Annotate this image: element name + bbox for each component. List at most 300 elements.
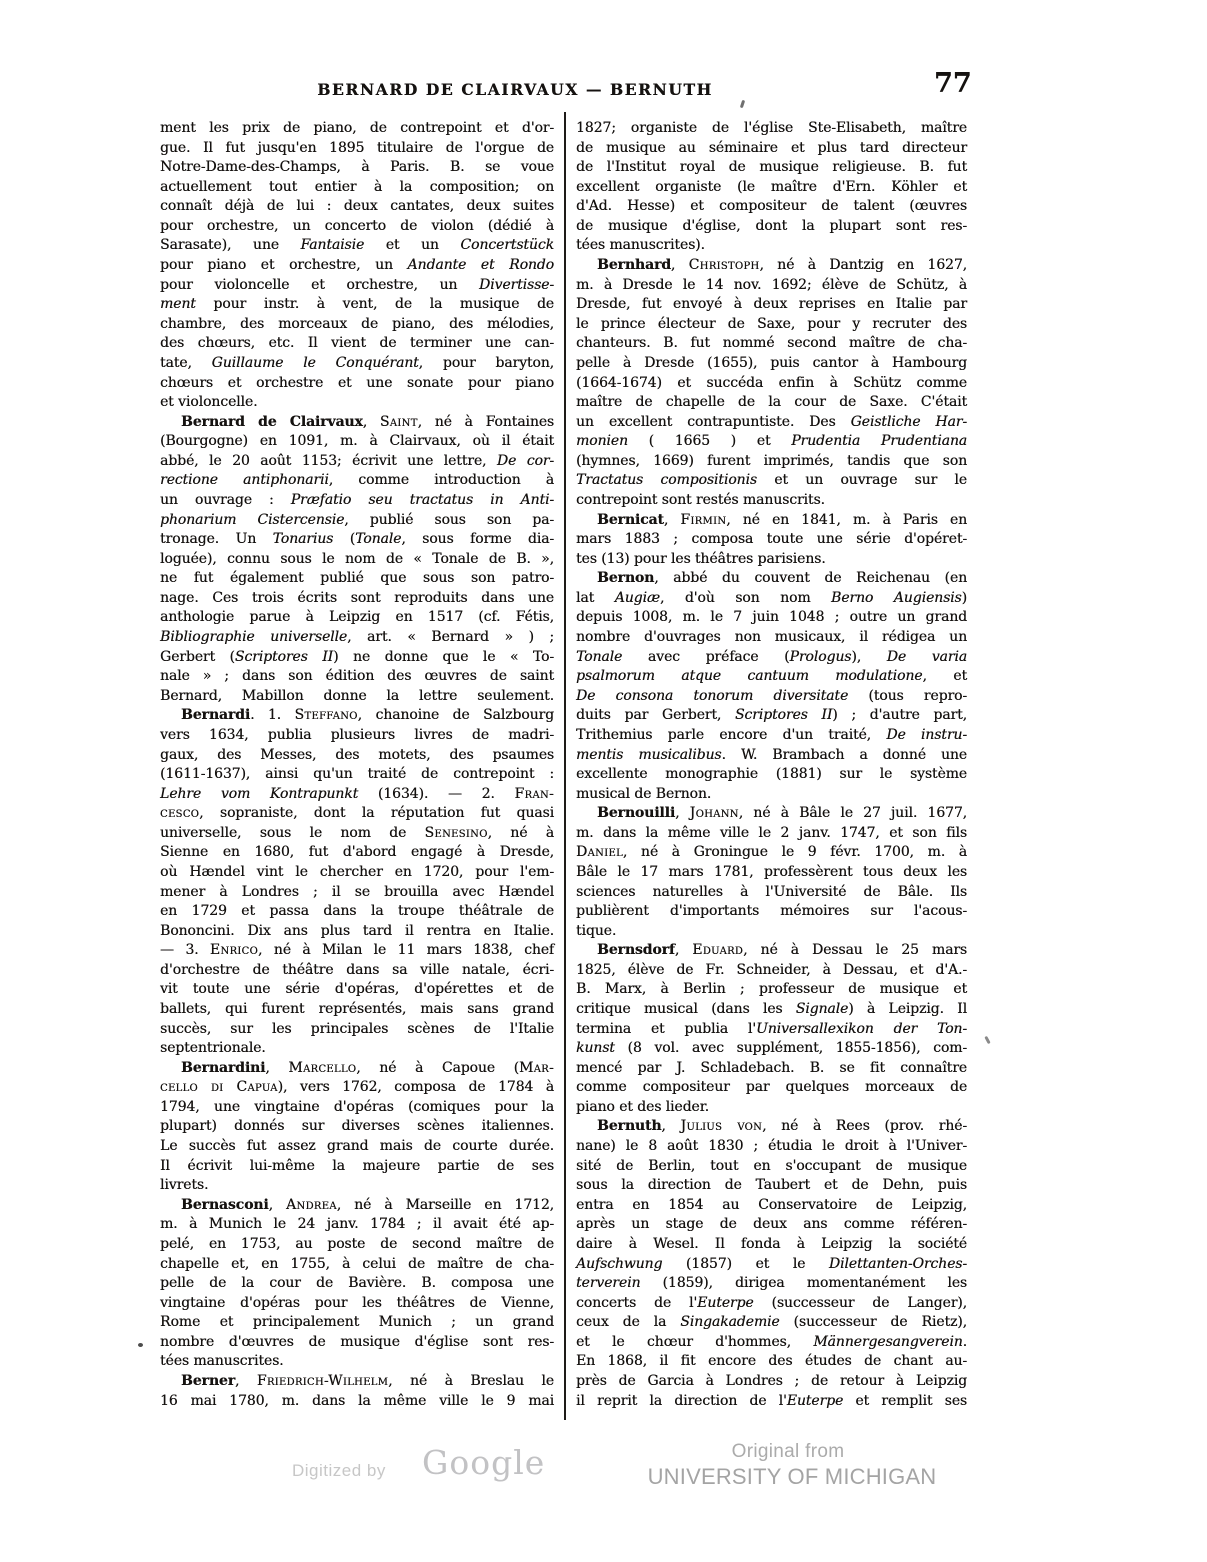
text-run: le prince électeur de Saxe, pour y recruter des [576,315,967,332]
work-title: kunst [576,1040,615,1057]
text-line [576,863,967,883]
person-name: Johann [689,805,739,822]
text-line [576,883,967,903]
text-line [576,256,967,276]
text-run: , pour baryton, [418,354,554,371]
text-run: Bononcini. Dix ans plus tard il rentra en Italie. [160,922,554,939]
text-run: connaît déjà de lui : deux cantates, deux suites [160,198,554,215]
text-line [576,569,967,589]
text-line [576,1196,967,1216]
text-line [576,1137,967,1157]
entry-headword: Bernhard [597,257,671,274]
text-line [160,608,554,628]
text-run: sité de Berlin, tout en s'occupant de musique [576,1157,967,1174]
text-line [160,432,554,452]
text-line [576,530,967,550]
text-line [160,1313,554,1333]
text-line [160,295,554,315]
text-line [160,726,554,746]
entry-headword: Bernard de Clairvaux [181,413,363,430]
text-run: (Bourgogne) en 1091, m. à Clairvaux, où il était [160,433,554,450]
work-title: mentis musicalibus [576,746,722,763]
text-line [160,589,554,609]
text-line [576,1117,967,1137]
page-number: 77 [934,68,972,99]
text-run: Sarasate), une [160,237,301,254]
text-line [576,276,967,296]
text-run: , art. « Bernard » ) ; [347,629,554,646]
text-run: , chanoine de Salzbourg [357,707,554,724]
text-line [576,1313,967,1333]
person-name: Fran- [514,785,554,802]
text-run: (1611-1637), ainsi qu'un traité de contrepoint : [160,766,554,783]
text-run: ) à Leipzig. Il [848,1001,967,1018]
text-line [160,1274,554,1294]
text-line [576,334,967,354]
text-run: de musique au séminaire et plus tard directeur [576,139,967,156]
work-title: terverein [576,1275,641,1292]
text-run: d'orchestre de théâtre dans sa ville natale, écri- [160,961,554,978]
text-line [160,1333,554,1353]
text-run: B. Marx, à Berlin ; professeur de musique et [576,981,967,998]
person-name: Saint [379,413,418,430]
text-run: universelle, sous le nom de [160,824,425,841]
text-line [576,628,967,648]
text-run: et remplit ses [843,1392,967,1409]
text-run: m. dans la même ville le 2 janv. 1747, et son fils [576,824,967,841]
text-line [576,295,967,315]
text-run: abbé, le 20 août 1153; écrivit une lettre, [160,452,497,469]
text-run: gaux, des Messes, des motets, des psaumes [160,746,554,763]
text-run: . [962,1333,967,1350]
work-title: Prudentia Prudentiana [791,433,967,450]
text-run: après un stage de deux ans comme référen- [576,1216,967,1233]
text-run: Sienne en 1680, fut d'abord engagé à Dresde, [160,844,554,861]
text-run: maître de chapelle de la cour de Saxe. C'était [576,394,967,411]
text-run: tronage. Un [160,531,273,548]
work-title: Universallexikon der Ton- [756,1020,967,1037]
text-run: ballets, qui furent représentés, mais sans grand [160,1001,554,1018]
text-line [576,961,967,981]
text-run: , [268,1196,287,1213]
text-line [160,139,554,159]
text-line [160,413,554,433]
text-run: , né à Rees (prov. rhé- [762,1118,967,1135]
running-head: BERNARD DE CLAIRVAUX — BERNUTH [317,80,713,99]
text-line [576,1039,967,1059]
work-title: Scriptores II [734,707,833,724]
text-line [576,413,967,433]
person-name: Friedrich-Wilhelm [256,1373,389,1389]
text-line [576,726,967,746]
entry-headword: Bernon [597,570,655,587]
work-title: Geistliche Har- [850,413,967,430]
text-line [576,824,967,844]
text-line [576,158,967,178]
text-run: Bernard, Mabillon donne la lettre seulement. [160,687,554,704]
person-name: Mar- [518,1059,554,1076]
text-run: 1794, une vingtaine d'opéras (comiques pour la [160,1098,554,1115]
text-line [160,1157,554,1177]
text-line [160,1117,554,1137]
scan-artifact [740,100,745,109]
work-title: Bibliographie universelle [160,629,348,646]
text-run: 1825, élève de Fr. Schneider, à Dessau, et d'A.- [576,961,967,978]
work-title: Signale [795,1001,849,1018]
text-run: , né à Breslau le [388,1373,554,1389]
text-run: succès, sur les principales scènes de l'Italie [160,1020,554,1037]
text-line [576,687,967,707]
text-run: nombre d'ouvrages non musicaux, il rédigea un [576,629,967,646]
text-run: Il écrivit lui-même la majeure partie de ses [160,1157,554,1174]
text-line [160,393,554,413]
text-line [160,980,554,1000]
text-line [160,1078,554,1098]
text-line [160,550,554,570]
text-run: tique. [576,922,617,939]
text-run: m. à Dresde le 14 nov. 1692; élève de Schütz, à [576,276,967,293]
text-run: où Hændel vint le chercher en 1720, pour l'em- [160,863,554,880]
text-run: (1664-1674) et succéda enfin à Schütz comme [576,374,967,391]
text-run: , comme introduction à [328,472,554,489]
text-line [160,197,554,217]
person-name: cesco [160,805,200,822]
text-line [160,217,554,237]
text-run: , né à Bâle le 27 juil. 1677, [738,805,967,822]
text-run: comme compositeur par quelques morceaux de [576,1079,967,1096]
google-logo-watermark: Google [422,1443,546,1482]
text-run: et le chœur d'hommes, [576,1333,814,1350]
text-run: gue. Il fut jusqu'en 1895 titulaire de l'orgue de [160,139,554,156]
text-line [160,804,554,824]
text-run: 16 mai 1780, m. dans la même ville le 9 mai [160,1392,554,1409]
text-line [160,256,554,276]
text-line [160,471,554,491]
text-run: des chœurs, etc. Il vient de terminer une can- [160,335,554,352]
text-line [160,961,554,981]
text-line [576,589,967,609]
text-run: vers 1634, publia plusieurs livres de madri- [160,726,554,743]
text-run: près de Garcia à Londres ; de retour à Leipzig [576,1373,967,1389]
text-run: , né à Fontaines [417,413,554,430]
text-line [576,648,967,668]
text-run: Dresde, fut envoyé à deux reprises en Italie par [576,296,967,313]
work-title: Tonale [576,648,623,665]
text-line [160,1235,554,1255]
text-line [160,628,554,648]
text-run: Trithemius parle encore d'un traité, [576,726,887,743]
text-line [576,236,967,256]
person-name: Enrico [209,942,259,959]
text-line [576,1333,967,1353]
text-line [576,374,967,394]
text-run: Notre-Dame-des-Champs, à Paris. B. se voue [160,159,554,176]
entry-headword: Bernardini [181,1059,266,1076]
text-run: ceux de la [576,1314,681,1331]
entry-headword: Bernsdorf [597,942,675,959]
text-line [576,471,967,491]
text-line [160,491,554,511]
text-line [160,1000,554,1020]
work-title: De instru- [886,726,967,743]
text-line [160,765,554,785]
work-title: Tonarius [272,531,334,548]
text-run: Gerbert ( [160,648,235,665]
text-line [576,139,967,159]
text-run: , [674,942,693,959]
text-run: . W. Brambach a donné une [721,746,967,763]
work-title: De cor- [496,452,555,469]
text-run: livrets. [160,1177,209,1194]
person-name: Senesino [424,824,488,841]
text-run: ment les prix de piano, de contrepoint et d'or- [160,120,554,136]
text-line [576,1215,967,1235]
text-run: , né à Capoue ( [356,1059,519,1076]
text-line [160,1215,554,1235]
text-run: daire à Wesel. Il fonda à Leipzig la société [576,1235,967,1252]
text-run: actuellement tout entier à la composition; on [160,178,554,195]
text-run: vingtaine d'opéras pour les théâtres de Vienne, [160,1294,554,1311]
person-name: Marcello [288,1059,357,1076]
text-line [576,119,967,139]
text-line [576,1294,967,1314]
scan-artifact [984,1036,990,1044]
text-run: , [234,1373,257,1389]
text-line [160,648,554,668]
text-line [160,706,554,726]
text-run: anthologie parue à Leipzig en 1517 (cf. Fétis, [160,609,554,626]
entry-headword: Bernouilli [597,805,676,822]
text-run: , né à Groningue le 9 févr. 1700, m. à [622,844,967,861]
text-run: et un ouvrage sur le [756,472,967,489]
text-line [576,1078,967,1098]
text-run: ) ne donne que le « To- [333,648,554,665]
text-run: pelle de la cour de Bavière. B. composa une [160,1275,554,1292]
text-run: (8 vol. avec supplément, 1855-1856), com- [614,1040,967,1057]
work-title: Aufschwung [576,1255,663,1272]
text-line [160,452,554,472]
text-run: ( [333,531,356,548]
text-run: Bâle le 17 mars 1781, professèrent tous deux les [576,863,967,880]
text-run: et un [364,237,461,254]
text-line [576,765,967,785]
text-line [576,1157,967,1177]
digitized-by-watermark: Digitized by [292,1461,386,1480]
left-text-column [160,119,554,1411]
text-run: nane) le 8 août 1830 ; étudia le droit à l'Univer- [576,1138,967,1155]
entry-headword: Bernasconi [181,1196,269,1213]
text-run: sciences naturelles à l'Université de Bâle. Ils [576,883,967,900]
work-title: Scriptores II [234,648,334,665]
work-title: Augiæ [614,589,660,606]
text-line [160,922,554,942]
text-run: (successeur de Rietz), [779,1314,967,1331]
text-run: excellente monographie (1881) sur le système [576,766,967,783]
person-name: Steffano [294,707,358,724]
text-line [576,178,967,198]
text-run: , d'où son nom [659,589,832,606]
text-run: En 1868, il fit encore des études de chant au- [576,1353,967,1370]
work-title: phonarium Cistercensie [160,511,345,528]
text-line [576,746,967,766]
text-run: depuis 1008, m. le 7 juin 1048 ; outre un grand [576,609,967,626]
text-run: pour orchestre, un concerto de violon (dédié à [160,217,554,234]
text-line [160,1039,554,1059]
text-run: sous la direction de Taubert et de Dehn, puis [576,1177,967,1194]
text-line [160,667,554,687]
text-run: 1827; organiste de l'église Ste-Elisabeth, maître [576,120,967,136]
text-run: chapelle et, en 1755, à celui de maître de cha- [160,1255,554,1272]
entry-headword: Bernuth [597,1118,662,1135]
text-line [160,315,554,335]
text-line [576,1059,967,1079]
text-line [160,883,554,903]
work-title: Dilettanten-Orches- [828,1255,967,1272]
text-run: en 1729 et passa dans la troupe théâtrale de [160,903,554,920]
text-run: ), vers 1762, composa de 1784 à [277,1079,554,1096]
person-name: Daniel [576,844,623,861]
work-title: Concertstück [460,237,554,254]
work-title: Euterpe [786,1392,844,1409]
text-line [576,980,967,1000]
text-line [160,1392,554,1412]
text-line [576,1372,967,1392]
text-line [576,1352,967,1372]
text-line [160,236,554,256]
text-line [160,1059,554,1079]
text-run: termina et publia l' [576,1020,756,1037]
text-line [576,197,967,217]
text-line [160,276,554,296]
work-title: Guillaume le Conquérant [211,354,419,371]
text-line [576,217,967,237]
text-run: piano et des lieder. [576,1098,710,1115]
text-line [160,158,554,178]
text-run: . 1. [250,707,295,724]
text-run: , né à Marseille en 1712, [336,1196,555,1213]
text-run: ), [851,648,887,665]
entry-headword: Bernardi [181,707,251,724]
text-run: contrepoint sont restés manuscrits. [576,491,825,508]
person-name: Julius von [680,1118,763,1135]
text-run: Le succès fut assez grand mais de courte durée. [160,1138,554,1155]
work-title: Berno Augiensis [831,589,962,606]
text-run: vit toute une série d'opéras, d'opérettes et de [160,981,554,998]
text-run: , sous forme dia- [401,531,555,548]
text-line [160,941,554,961]
text-run: de musique d'église, dont la plupart sont res- [576,217,967,234]
text-run: duits par Gerbert, [576,707,735,724]
text-run: — 3. [160,942,210,959]
text-line [576,511,967,531]
work-title: Singakademie [680,1314,780,1331]
text-run: entra en 1854 au Conservatoire de Leipzig, [576,1196,967,1213]
work-title: Tractatus compositionis [576,472,757,489]
text-run: , [362,413,380,430]
text-line [160,1372,554,1392]
text-line [576,1274,967,1294]
text-run: chœurs et orchestre et une sonate pour piano [160,374,554,391]
text-run: , né à Dantzig en 1627, [759,257,968,274]
text-line [160,1196,554,1216]
text-run: nombre d'œuvres de musique d'église sont res- [160,1333,554,1350]
text-run: de l'Institut royal de musique religieuse. B. fut [576,159,967,176]
text-line [160,334,554,354]
person-name: Eduard [692,942,744,959]
person-name: Christoph [688,257,760,274]
text-line [576,1176,967,1196]
text-run: tées manuscrites). [576,237,705,254]
text-line [160,178,554,198]
text-line [576,667,967,687]
text-line [576,550,967,570]
text-run: , né à Dessau le 25 mars [743,942,967,959]
text-line [576,452,967,472]
scan-artifact [138,1343,143,1347]
work-title: De varia [886,648,968,665]
text-line [576,608,967,628]
text-line [160,354,554,374]
text-run: m. à Munich le 24 janv. 1784 ; il avait été ap- [160,1216,554,1233]
text-run: , né à [487,824,554,841]
text-run: , [265,1059,289,1076]
text-run: pour violoncelle et orchestre, un [160,276,480,293]
text-run: (tous repro- [848,687,967,704]
text-line [576,354,967,374]
work-title: Divertisse- [479,276,554,293]
work-title: Andante et Rondo [407,257,555,274]
text-run: musical de Bernon. [576,785,712,802]
text-run: excellent organiste (le maître d'Ern. Köhler et [576,178,967,195]
text-run: d'Ad. Hesse) et compositeur de talent (œuvres [576,198,967,215]
text-line [160,374,554,394]
text-run: , [661,1118,681,1135]
text-run: mener à Londres ; il se brouilla avec Hændel [160,883,554,900]
text-run: , abbé du couvent de Reichenau (en [654,570,967,587]
work-title: Männergesangverein [813,1333,963,1350]
entry-headword: Berner [181,1373,235,1389]
work-title: rectione antiphonarii [160,472,329,489]
text-run: , sopraniste, dont la réputation fut quasi [199,805,554,822]
text-line [576,785,967,805]
work-title: Lehre vom Kontrapunkt [160,785,359,802]
work-title: ment [160,296,196,313]
text-line [160,1098,554,1118]
text-line [576,706,967,726]
text-run: , [670,257,689,274]
text-run: il reprit la direction de l' [576,1392,787,1409]
person-name: Firmin [680,511,727,528]
text-line [576,843,967,863]
text-line [576,922,967,942]
text-run: concerts de l' [576,1294,698,1311]
text-line [160,687,554,707]
text-run: nale » ; dans son édition des œuvres de saint [160,668,554,685]
text-line [160,746,554,766]
person-name: Andrea [286,1196,337,1213]
text-run: publièrent d'importants mémoires sur l'acous- [576,903,967,920]
text-line [160,569,554,589]
text-line [160,902,554,922]
right-text-column [576,119,967,1411]
text-line [576,1020,967,1040]
text-run: nage. Ces trois écrits sont reproduits dans une [160,589,554,606]
text-line [576,393,967,413]
work-title: Fantaisie [300,237,365,254]
text-line [576,1235,967,1255]
work-title: Tonale [355,531,402,548]
text-run: loguée), connu sous le nom de « Tonale de B. », [160,550,554,567]
